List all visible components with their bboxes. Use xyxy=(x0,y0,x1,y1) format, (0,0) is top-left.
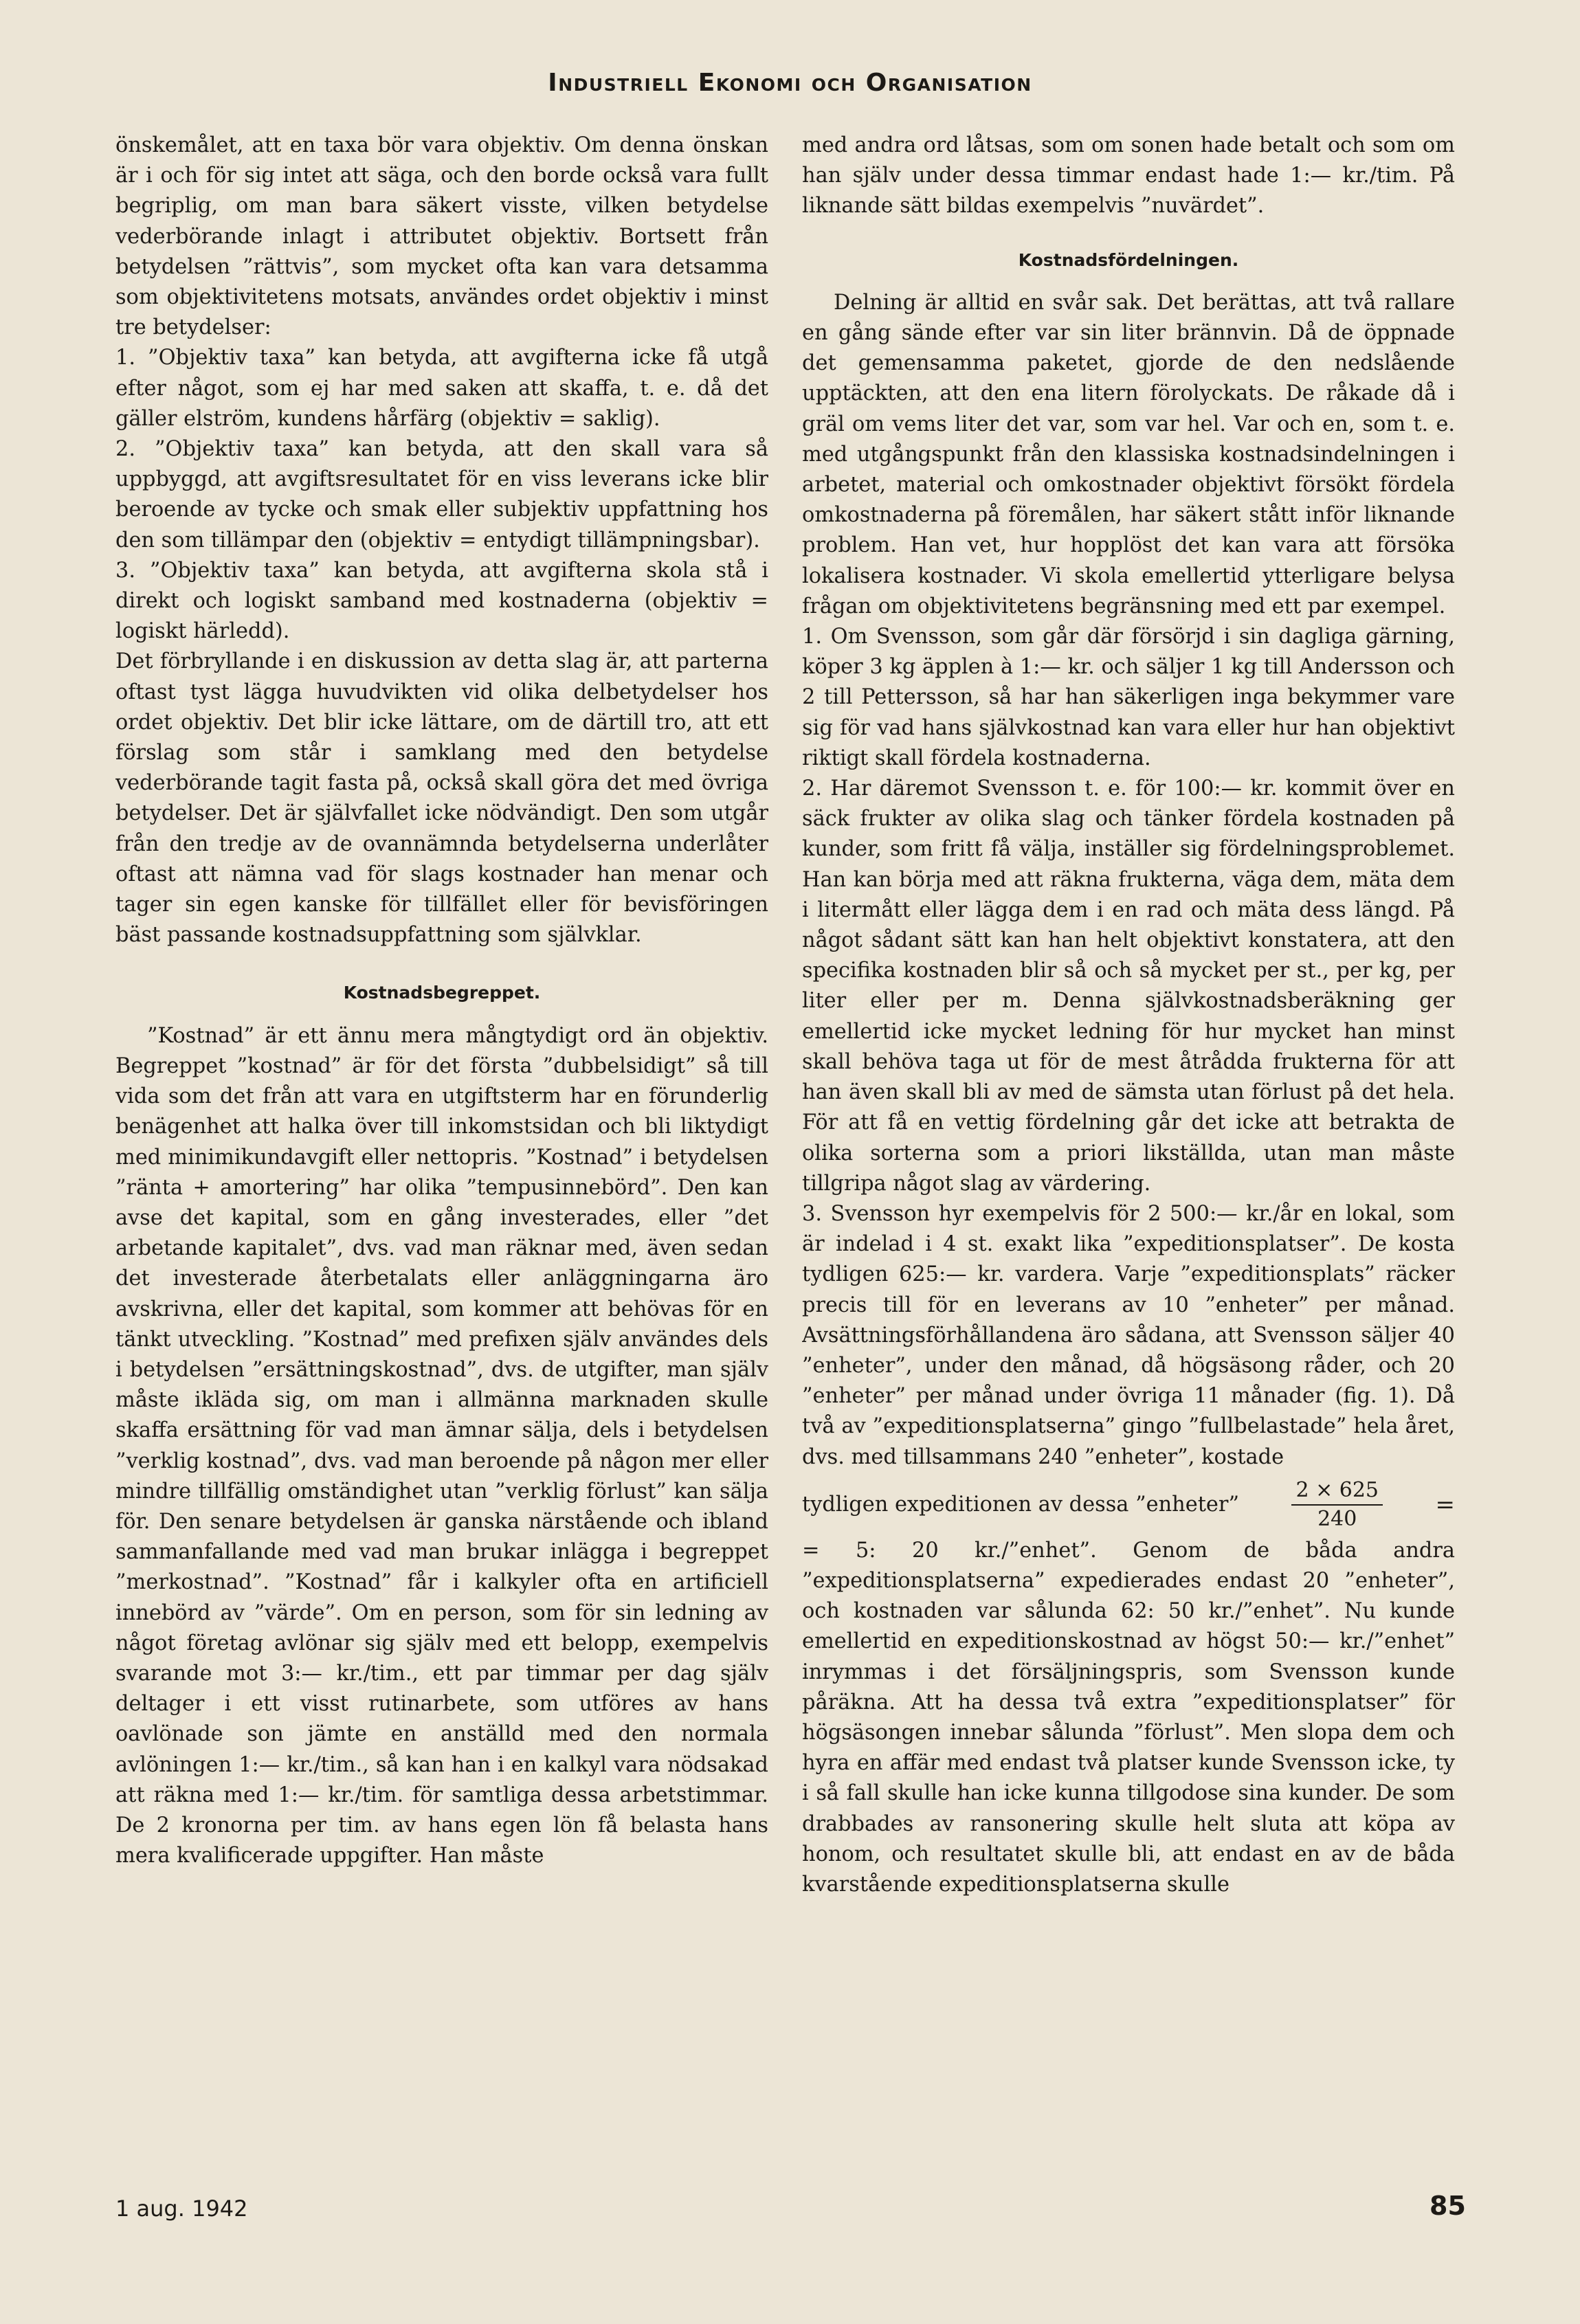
fraction xyxy=(1291,1477,1383,1533)
fraction-numerator: 2 × 625 xyxy=(1291,1477,1383,1506)
list-item: 1. Om Svensson, som går där försörjd i sin dagliga gärning, köper 3 kg äpplen à 1:— kr. och säljer 1 kg till Andersson och 2 till Pettersson, så har han säkerligen inga bekymmer vare sig för vad hans självkostnad kan vara eller hur han objektivt riktigt skall fördela kostnaderna. xyxy=(802,625,1455,770)
list-item: 1. ”Objektiv taxa” kan betyda, att avgifterna icke få utgå efter något, som ej har med saken att skaffa, t. e. då det gäller elström, kundens hårfärg (objektiv = saklig). xyxy=(115,346,768,431)
equals-sign: = xyxy=(1435,1490,1455,1519)
paragraph: med andra ord låtsas, som om sonen hade betalt och som om han själv under dessa timmar endast hade 1:— kr./tim. På liknande sätt bildas exempelvis ”nuvärdet”. xyxy=(802,133,1455,219)
paragraph: Delning är alltid en svår sak. Det berättas, att två rallare en gång sände efter var sin liter brännvin. Då de öppnade det gemensamma paketet, gjorde de den nedslående upptäckten, att den ena litern förolyckats. De råkade då i gräl om vems liter det var, som var hel. Var och en, som t. e. med utgångspunkt från den klassiska kostnadsindelningen i arbetet, material och omkostnader objektivt försökt fördela omkostnaderna på föremålen, har säkert stått inför liknande problem. Han vet, hur hopplöst det kan vara att försöka lokalisera kostnader. Vi skola emellertid ytterligare belysa frågan om objektivitetens begränsning med ett par exempel. xyxy=(802,290,1455,618)
formula-text: tydligen expeditionen av dessa ”enheter” xyxy=(802,1492,1239,1517)
section-heading: Kostnadsbegreppet. xyxy=(343,983,541,1003)
page-number: 85 xyxy=(1429,2191,1466,2221)
paragraph: ”Kostnad” är ett ännu mera mångtydigt ord än objektiv. Begreppet ”kostnad” är för det första ”dubbelsidigt” så till vida som det från att vara en utgiftsterm har en förunderlig benägenhet att halka över till inkomstsidan och bli liktydigt med minimikundavgift eller nettopris. ”Kostnad” i betydelsen ”ränta + amortering” har olika ”tempusinnebörd”. Den kan avse det kapital, som en gång investerades, eller ”det arbetande kapitalet”, dvs. vad man räknar med, även sedan det investerade återbetalats eller anläggningarna äro avskrivna, eller det kapital, som kommer att behövas för en tänkt utveckling. ”Kostnad” med prefixen själv användes dels i betydelsen ”ersättningskostnad”, dvs. de utgifter, man själv måste ikläda sig, om man i allmänna marknaden skulle skaffa ersättning för vad man ämnar sälja, dels i betydelsen ”verklig kostnad”, dvs. vad man beroende på någon mer eller mindre tillfällig omständighet utan ”verklig förlust” kan sälja för. Den senare betydelsen är ganska närstående och ibland sammanfallande med vad man brukar inlägga i begreppet ”merkostnad”. ”Kostnad” får i kalkyler ofta en artificiell innebörd av ”värde”. Om en person, som för sin ledning av något företag avlönar sig själv med ett belopp, exempelvis svarande mot 3:— kr./tim., ett par timmar per dag själv deltager i ett visst rutinarbete, som utföres av hans oavlönade son jämte en anställd med den normala avlöningen 1:— kr./tim., så kan han i en kalkyl vara nödsakad att räkna med 1:— kr./tim. för samtliga dessa arbetstimmar. De 2 kronorna per tim. av hans egen lön få belasta hans mera kvalificerade uppgifter. Han måste xyxy=(115,1023,768,1868)
paragraph: Det förbryllande i en diskussion av detta slag är, att parterna oftast tyst lägga huvudvikten vid olika delbetydelser hos ordet objektiv. Det blir icke lättare, om de därtill tro, att ett förslag som står i samklang med den betydelse vederbörande tagit fasta på, också skall göra det med övriga betydelser. Det är självfallet icke nödvändigt. Den som utgår från den tredje av de ovannämnda betydelserna underlåter oftast att nämna vad för slags kostnader han menar och tager sin egen kanske för tillfället eller för bevisföringen bäst passande kostnadsuppfattning som självklar. xyxy=(115,649,768,948)
section-heading: Kostnadsfördelningen. xyxy=(1018,249,1239,270)
list-item: 2. Har däremot Svensson t. e. för 100:— kr. kommit över en säck frukter av olika slag och tänker fördela kostnaden på kunder, som fritt få välja, inställer sig fördelningsproblemet. Han kan börja med att räkna frukterna, väga dem, mäta dem i litermått eller lägga dem i en rad och mäta dess längd. På något sådant sätt kan han helt objektivt konstatera, att den specifika kostnaden blir så och så mycket per st., per kg, per liter eller per m. Denna självkostnadsberäkning ger emellertid icke mycket ledning för hur mycket han minst skall behöva taga ut för de mest åtrådda frukterna för att han även skall bli av med de sämsta utan förlust på det hela. För att få en vettig fördelning går det icke att betrakta de olika sorterna som a priori likställda, utan man måste tillgripa något slag av värdering. xyxy=(802,776,1455,1196)
issue-date: 1 aug. 1942 xyxy=(115,2195,248,2222)
left-column xyxy=(115,131,768,2165)
running-header: Industriell Ekonomi och Organisation xyxy=(548,69,1032,97)
paragraph: önskemålet, att en taxa bör vara objektiv. Om denna önskan är i och för sig intet att säga, och den borde också vara fullt begriplig, om man bara säkert visste, vilken betydelse vederbörande inlagt i attributet objektiv. Bortsett från betydelsen ”rättvis”, som mycket ofta kan vara detsamma som objektivitetens motsats, användes ordet objektiv i minst tre betydelser: xyxy=(115,133,768,340)
list-item: 2. ”Objektiv taxa” kan betyda, att den skall vara så uppbyggd, att avgiftsresultatet för en viss leverans icke blir beroende av tycke och smak eller subjektiv uppfattning hos den som tillämpar den (objektiv = entydigt tillämpningsbar). xyxy=(115,437,768,552)
list-item: 3. ”Objektiv taxa” kan betyda, att avgifterna skola stå i direkt och logiskt samband med kostnaderna (objektiv = logiskt härledd). xyxy=(115,558,768,644)
list-item: 3. Svensson hyr exempelvis för 2 500:— kr./år en lokal, som är indelad i 4 st. exakt lika ”expeditionsplatser”. De kosta tydligen 625:— kr. vardera. Varje ”expeditionsplats” räcker precis till för en leverans av 10 ”enheter” per månad. Avsättningsförhållandena äro sådana, att Svensson säljer 40 ”enheter”, under den månad, då högsäsong råder, och 20 ”enheter” per månad under övriga 11 månader (fig. 1). Då två av ”expeditionsplatserna” gingo ”fullbelastade” hela året, dvs. med tillsammans 240 ”enheter”, kostade xyxy=(802,1201,1455,1469)
paragraph: = 5: 20 kr./”enhet”. Genom de båda andra ”expeditionsplatserna” expedierades endast 20 ”enheter”, och kostnaden var sålunda 62: 50 kr./”enhet”. Nu kunde emellertid en expeditionskostnad av högst 50:— kr./”enhet” inrymmas i det försäljningspris, som Svensson kunde påräkna. Att ha dessa två extra ”expeditionsplatser” för högsäsongen innebar sålunda ”förlust”. Men slopa dem och hyra en affär med endast två platser kunde Svensson icke, ty i så fall skulle han icke kunna tillgodose sina kunder. De som drabbades av ransonering skulle helt sluta att köpa av honom, och resultatet skulle bli, att endast en av de båda kvarstående expeditionsplatserna skulle xyxy=(802,1538,1455,1897)
fraction-denominator: 240 xyxy=(1317,1506,1357,1531)
formula xyxy=(802,1477,1455,1533)
right-column xyxy=(802,131,1455,2165)
